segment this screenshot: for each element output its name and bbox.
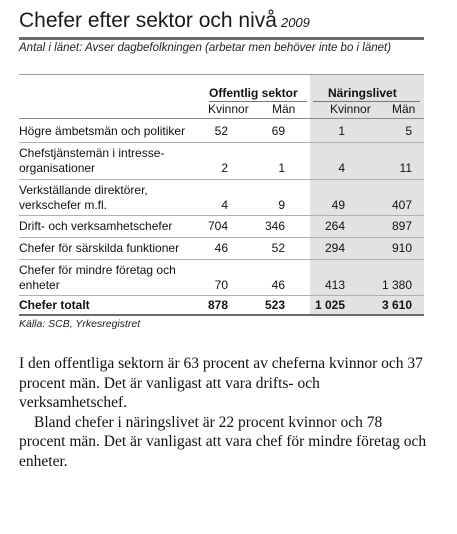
body-text: [19, 354, 429, 471]
cell-naringslivet-kvinnor: 4: [338, 161, 345, 175]
row-label: Chefstjänstemän i intresse-organisationer: [19, 146, 165, 175]
row-label: Chefer för särskilda funktioner: [19, 241, 180, 255]
row-label: Verkställande direktörer, verkschefer m.fl.: [19, 183, 148, 212]
cell-offentlig-kvinnor: 46: [214, 241, 228, 255]
body-paragraph: Bland chefer i näringslivet är 22 procent kvinnor och 78 procent män. Det är vanligast att vara chef för mindre företag och enheter.: [19, 413, 427, 470]
cell-offentlig-man: 52: [271, 241, 285, 255]
cell-offentlig-kvinnor: 4: [221, 198, 228, 212]
group-header-naringslivet: Näringslivet: [328, 86, 397, 100]
cell-naringslivet-man: 897: [391, 219, 412, 233]
cell-naringslivet-man: 11: [399, 161, 412, 175]
title-year: 2009: [280, 15, 310, 30]
row-label: Högre ämbetsmän och politiker: [19, 124, 186, 138]
row-label: Chefer för mindre företag och enheter: [19, 263, 176, 292]
cell-naringslivet-kvinnor: 1: [338, 124, 345, 138]
row-separator: [19, 179, 424, 180]
subheader-offentlig-kvinnor: Kvinnor: [208, 102, 249, 116]
page-title: Chefer efter sektor och nivå: [19, 9, 277, 32]
cell-naringslivet-kvinnor: 49: [331, 198, 345, 212]
total-naringslivet-man: 3 610: [381, 298, 412, 312]
row-separator: [19, 215, 424, 216]
cell-offentlig-kvinnor: 70: [214, 278, 228, 292]
row-label: Drift- och verksamhetschefer: [19, 219, 173, 233]
cell-naringslivet-man: 5: [405, 124, 412, 138]
subheader-offentlig-man: Män: [272, 102, 296, 116]
group-header-offentlig: Offentlig sektor: [209, 86, 298, 100]
cell-naringslivet-kvinnor: 413: [324, 278, 345, 292]
row-separator: [19, 237, 424, 238]
total-label: Chefer totalt: [19, 298, 90, 312]
title-block: [19, 9, 424, 37]
cell-offentlig-kvinnor: 52: [214, 124, 228, 138]
cell-naringslivet-kvinnor: 264: [324, 219, 345, 233]
top-rule: [19, 37, 424, 40]
row-separator: [19, 295, 424, 296]
cell-naringslivet-kvinnor: 294: [324, 241, 345, 255]
header-rule: [19, 118, 424, 119]
cell-offentlig-man: 46: [271, 278, 285, 292]
bottom-rule: [19, 314, 424, 316]
row-separator: [19, 142, 424, 143]
total-offentlig-kvinnor: 878: [207, 298, 228, 312]
cell-offentlig-man: 9: [278, 198, 285, 212]
cell-offentlig-man: 1: [278, 161, 285, 175]
body-paragraph: I den offentliga sektorn är 63 procent av cheferna kvinnor och 37 procent män. Det är vanligast att vara drifts- och verksamhetschef.: [19, 355, 423, 411]
cell-naringslivet-man: 407: [391, 198, 412, 212]
row-separator: [19, 259, 424, 260]
cell-offentlig-kvinnor: 704: [207, 219, 228, 233]
cell-offentlig-man: 69: [271, 124, 285, 138]
total-naringslivet-kvinnor: 1 025: [314, 298, 345, 312]
table-subtitle: Antal i länet: Avser dagbefolkningen (arbetar men behöver inte bo i länet): [19, 42, 392, 54]
cell-naringslivet-man: 1 380: [381, 278, 412, 292]
cell-offentlig-kvinnor: 2: [221, 161, 228, 175]
total-offentlig-man: 523: [264, 298, 285, 312]
source-note: Källa: SCB, Yrkesregistret: [19, 318, 141, 330]
cell-offentlig-man: 346: [264, 219, 285, 233]
subheader-naringslivet-man: Män: [392, 102, 416, 116]
subheader-naringslivet-kvinnor: Kvinnor: [330, 102, 371, 116]
cell-naringslivet-man: 910: [391, 241, 412, 255]
